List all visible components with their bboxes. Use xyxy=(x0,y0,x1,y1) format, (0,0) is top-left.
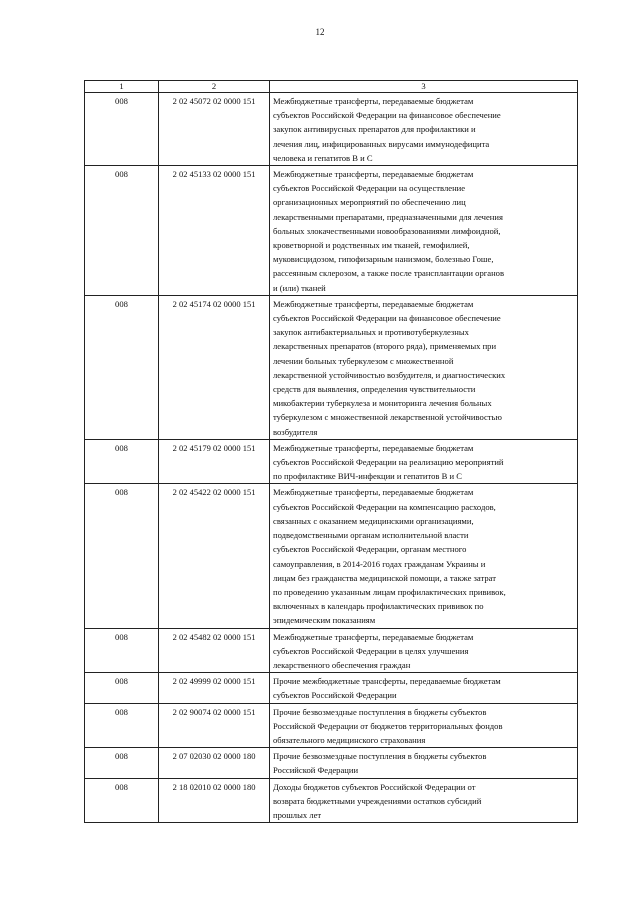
revenue-description-cell xyxy=(270,93,578,166)
description-line: организационных мероприятий по обеспечению лиц xyxy=(273,197,466,208)
description-line: лицам без гражданства медицинской помощи, а также затрат xyxy=(273,572,497,583)
description-line: лекарственных препаратов (второго ряда), применяемых при xyxy=(273,341,497,352)
description-line: субъектов Российской Федерации на реализацию мероприятий xyxy=(273,457,504,468)
table-row xyxy=(85,673,578,703)
revenue-description-cell xyxy=(270,673,578,703)
description-line: Прочие безвозмездные поступления в бюджеты субъектов xyxy=(273,706,487,717)
table-row xyxy=(85,778,578,823)
budget-classification-code-cell: 2 02 45179 02 0000 151 xyxy=(159,439,270,484)
description-line: муковисцидозом, гипофизарным нанизмом, болезнью Гоше, xyxy=(273,254,494,265)
description-line: Межбюджетные трансферты, передаваемые бюджетам xyxy=(273,442,474,453)
agency-code-cell: 008 xyxy=(85,673,159,703)
description-line: и (или) тканей xyxy=(273,282,326,293)
agency-code-cell: 008 xyxy=(85,748,159,778)
description-line: Российской Федерации от бюджетов территориальных фондов xyxy=(273,720,503,731)
description-line: прошлых лет xyxy=(273,809,322,820)
description-line: лечения лиц, инфицированных вирусами иммунодефицита xyxy=(273,138,490,149)
table-row xyxy=(85,703,578,748)
revenue-description-cell xyxy=(270,778,578,823)
agency-code-cell: 008 xyxy=(85,439,159,484)
description-line: лекарственного обеспечения граждан xyxy=(273,659,411,670)
table-row xyxy=(85,628,578,673)
description-line: Межбюджетные трансферты, передаваемые бюджетам xyxy=(273,169,474,180)
budget-revenue-table xyxy=(84,80,578,823)
description-line: возврата бюджетными учреждениями остатков субсидий xyxy=(273,795,482,806)
description-line: Межбюджетные трансферты, передаваемые бюджетам xyxy=(273,298,474,309)
description-line: Прочие безвозмездные поступления в бюджеты субъектов xyxy=(273,751,487,762)
description-line: эпидемическим показаниям xyxy=(273,615,376,626)
description-line: больных злокачественными новообразованиями лимфоидной, xyxy=(273,225,501,236)
revenue-description-cell xyxy=(270,628,578,673)
description-line: Межбюджетные трансферты, передаваемые бюджетам xyxy=(273,631,474,642)
description-line: связанных с оказанием медицинскими организациями, xyxy=(273,515,474,526)
budget-classification-code-cell: 2 02 90074 02 0000 151 xyxy=(159,703,270,748)
description-line: по профилактике ВИЧ-инфекции и гепатитов В и С xyxy=(273,471,462,482)
description-line: субъектов Российской Федерации, органам местного xyxy=(273,544,467,555)
description-line: Российской Федерации xyxy=(273,765,359,776)
description-line: средств для выявления, определения чувствительности xyxy=(273,384,476,395)
description-line: закупок антивирусных препаратов для профилактики и xyxy=(273,124,476,135)
revenue-description-cell xyxy=(270,166,578,296)
description-line: микобактерии туберкулеза и мониторинга лечения больных xyxy=(273,398,492,409)
table-row xyxy=(85,93,578,166)
table-row xyxy=(85,166,578,296)
description-line: Прочие межбюджетные трансферты, передаваемые бюджетам xyxy=(273,676,501,687)
agency-code-cell: 008 xyxy=(85,484,159,628)
budget-classification-code-cell: 2 02 45422 02 0000 151 xyxy=(159,484,270,628)
description-line: человека и гепатитов В и С xyxy=(273,152,373,163)
description-line: субъектов Российской Федерации на финансовое обеспечение xyxy=(273,110,501,121)
description-line: лекарственными препаратами, предназначенными для лечения xyxy=(273,211,503,222)
budget-classification-code-cell: 2 07 02030 02 0000 180 xyxy=(159,748,270,778)
description-line: возбудителя xyxy=(273,426,318,437)
revenue-description-cell xyxy=(270,484,578,628)
table-body xyxy=(85,93,578,823)
description-line: Межбюджетные трансферты, передаваемые бюджетам xyxy=(273,96,474,106)
budget-classification-code-cell: 2 02 45482 02 0000 151 xyxy=(159,628,270,673)
description-line: субъектов Российской Федерации на финансовое обеспечение xyxy=(273,313,501,324)
description-line: рассеянным склерозом, а также после трансплантации органов xyxy=(273,268,505,279)
description-line: по проведению указанным лицам профилактических прививок, xyxy=(273,586,506,597)
page-number: 12 xyxy=(315,27,325,37)
table-row xyxy=(85,295,578,439)
column-header-2: 2 xyxy=(159,81,270,93)
revenue-description-cell xyxy=(270,748,578,778)
revenue-description-cell xyxy=(270,295,578,439)
table-header-row xyxy=(85,81,578,93)
description-line: субъектов Российской Федерации на компенсацию расходов, xyxy=(273,501,496,512)
budget-classification-code-cell: 2 18 02010 02 0000 180 xyxy=(159,778,270,823)
revenue-description-cell xyxy=(270,439,578,484)
description-line: Доходы бюджетов субъектов Российской Федерации от xyxy=(273,781,476,792)
description-line: субъектов Российской Федерации в целях улучшения xyxy=(273,645,469,656)
agency-code-cell: 008 xyxy=(85,295,159,439)
description-line: Межбюджетные трансферты, передаваемые бюджетам xyxy=(273,487,474,498)
description-line: кроветворной и родственных им тканей, гемофилией, xyxy=(273,240,470,251)
agency-code-cell: 008 xyxy=(85,93,159,166)
description-line: лекарственной устойчивостью возбудителя, и диагностических xyxy=(273,369,506,380)
description-line: включенных в календарь профилактических прививок по xyxy=(273,601,484,612)
agency-code-cell: 008 xyxy=(85,703,159,748)
column-header-1: 1 xyxy=(85,81,159,93)
description-line: субъектов Российской Федерации на осуществление xyxy=(273,183,466,194)
budget-classification-code-cell: 2 02 49999 02 0000 151 xyxy=(159,673,270,703)
table-row xyxy=(85,748,578,778)
column-header-3: 3 xyxy=(270,81,578,93)
budget-classification-code-cell: 2 02 45072 02 0000 151 xyxy=(159,93,270,166)
description-line: туберкулезом с множественной лекарственной устойчивостью xyxy=(273,412,502,423)
description-line: самоуправления, в 2014-2016 годах гражданам Украины и xyxy=(273,558,486,569)
agency-code-cell: 008 xyxy=(85,628,159,673)
table-row xyxy=(85,439,578,484)
description-line: лечении больных туберкулезом с множественной xyxy=(273,355,454,366)
agency-code-cell: 008 xyxy=(85,778,159,823)
description-line: подведомственными органам исполнительной власти xyxy=(273,530,469,541)
budget-classification-code-cell: 2 02 45133 02 0000 151 xyxy=(159,166,270,296)
budget-classification-code-cell: 2 02 45174 02 0000 151 xyxy=(159,295,270,439)
agency-code-cell: 008 xyxy=(85,166,159,296)
revenue-description-cell xyxy=(270,703,578,748)
table-row xyxy=(85,484,578,628)
description-line: обязательного медицинского страхования xyxy=(273,734,426,745)
description-line: субъектов Российской Федерации xyxy=(273,690,397,701)
description-line: закупок антибактериальных и противотуберкулезных xyxy=(273,327,469,338)
